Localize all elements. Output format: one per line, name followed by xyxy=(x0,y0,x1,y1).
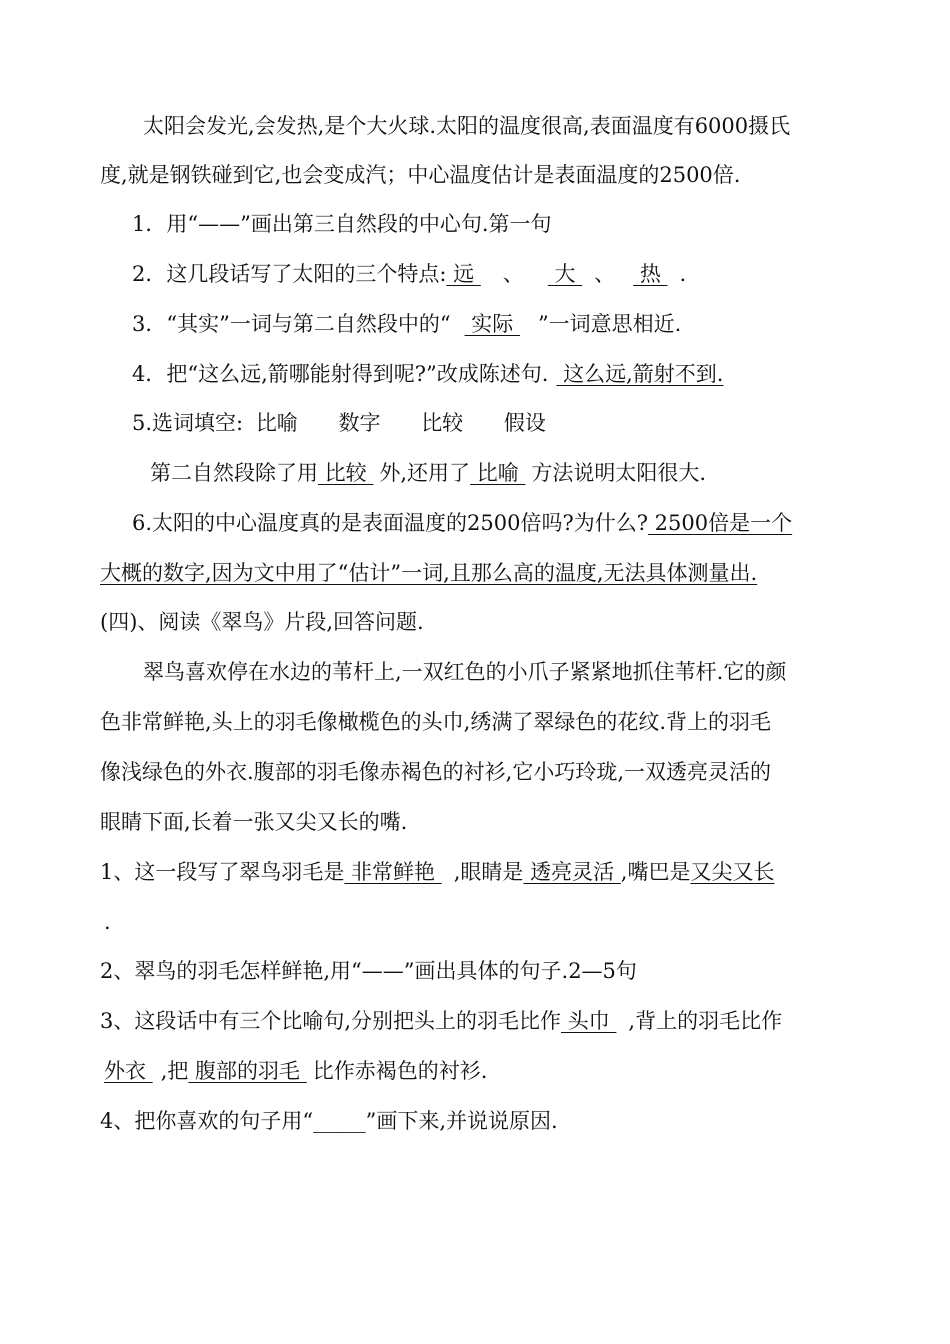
end-mark: . xyxy=(104,910,111,934)
reading-question-4 xyxy=(100,1111,558,1132)
question-5-sentence xyxy=(150,463,706,484)
reading-question-2 xyxy=(100,961,637,982)
question-text: 6.太阳的中心温度真的是表面温度的2500倍吗?为什么? xyxy=(132,511,648,535)
answer-blank: 大概的数字,因为文中用了“估计”一词,且那么高的温度,无法具体测量出. xyxy=(100,561,758,585)
answer-blank: 又尖又长 xyxy=(690,860,775,884)
answer-blank: 远 xyxy=(446,262,481,286)
question-text: 4．把“这么远,箭哪能射得到呢?”改成陈述句. xyxy=(132,362,549,386)
separator: 、 xyxy=(594,262,616,286)
question-label: 5.选词填空: xyxy=(132,411,244,435)
reading-question-1-tail xyxy=(100,912,111,933)
answer-blank: 外衣 xyxy=(104,1059,153,1083)
answer-blank: 实际 xyxy=(464,312,520,336)
answer-blank: 透亮灵活 xyxy=(523,860,621,884)
passage-line: 翠鸟喜欢停在水边的苇杆上,一双红色的小爪子紧紧地抓住苇杆.它的颜 xyxy=(143,660,787,684)
word-option: 假设 xyxy=(503,411,546,435)
answer-blank: 热 xyxy=(633,262,668,286)
question-1 xyxy=(132,214,552,235)
passage-line: 度,就是钢铁碰到它,也会变成汽；中心温度估计是表面温度的2500倍. xyxy=(100,163,741,187)
question-text: 比作赤褐色的衬衫. xyxy=(312,1059,488,1083)
question-6 xyxy=(132,513,792,534)
question-text: 第二自然段除了用 xyxy=(150,461,318,485)
passage-line: 像浅绿色的外衣.腹部的羽毛像赤褐色的衬衫,它小巧玲珑,一双透亮灵活的 xyxy=(100,760,772,784)
question-text: ”画下来,并说说原因. xyxy=(365,1109,558,1133)
question-text: 2．这几段话写了太阳的三个特点: xyxy=(132,262,447,286)
section-heading: (四)、阅读《翠鸟》片段,回答问题. xyxy=(100,610,424,634)
question-5 xyxy=(132,413,546,434)
question-text: 4、把你喜欢的句子用“ xyxy=(100,1109,314,1133)
question-text: ,背上的羽毛比作 xyxy=(628,1009,783,1033)
question-3 xyxy=(132,314,681,335)
reading-question-3 xyxy=(100,1011,782,1032)
question-2 xyxy=(132,264,686,285)
passage-line: 眼睛下面,长着一张又尖又长的嘴. xyxy=(100,810,408,834)
question-4 xyxy=(132,364,741,385)
passage-line: 色非常鲜艳,头上的羽毛像橄榄色的头巾,绣满了翠绿色的花纹.背上的羽毛 xyxy=(100,710,772,734)
question-text: 1、这一段写了翠鸟羽毛是 xyxy=(100,860,345,884)
passage-line: 太阳会发光,会发热,是个大火球.太阳的温度很高,表面温度有6000摄氏 xyxy=(143,114,791,138)
question-text: ,把 xyxy=(160,1059,189,1083)
question-text: 1．用“——”画出第三自然段的中心句. xyxy=(132,212,489,236)
word-option: 数字 xyxy=(338,411,381,435)
answer-blank: 比较 xyxy=(318,461,374,485)
separator: 、 xyxy=(502,262,524,286)
answer-blank: 这么远,箭射不到. xyxy=(556,362,724,386)
blank-line: _____ xyxy=(313,1109,366,1133)
answer-blank: 非常鲜艳 xyxy=(344,860,442,884)
question-text: ”一词意思相近. xyxy=(537,312,682,336)
answer-blank: 大 xyxy=(547,262,583,286)
reading-question-1 xyxy=(100,862,774,883)
answer-blank: 头巾 xyxy=(561,1009,617,1033)
answer-blank: 比喻 xyxy=(470,461,526,485)
answer-text: 2—5句 xyxy=(568,959,637,983)
word-option: 比喻 xyxy=(255,411,298,435)
reading-question-3-line2 xyxy=(100,1061,487,1082)
question-6-answer-line xyxy=(100,563,769,584)
question-text: 方法说明太阳很大. xyxy=(531,461,707,485)
question-text: 2、翠鸟的羽毛怎样鲜艳,用“——”画出具体的句子. xyxy=(100,959,569,983)
question-text: ,嘴巴是 xyxy=(620,860,691,884)
answer-blank: 2500倍是一个 xyxy=(648,511,793,535)
question-text: 3、这段话中有三个比喻句,分别把头上的羽毛比作 xyxy=(100,1009,562,1033)
answer-text: 第一句 xyxy=(488,212,552,236)
question-text: ,眼睛是 xyxy=(453,860,524,884)
end-mark: . xyxy=(679,262,687,286)
word-option: 比较 xyxy=(421,411,464,435)
answer-blank: 腹部的羽毛 xyxy=(188,1059,307,1083)
question-text: 外,还用了 xyxy=(379,461,471,485)
question-text: 3．“其实”一词与第二自然段中的“ xyxy=(132,312,451,336)
